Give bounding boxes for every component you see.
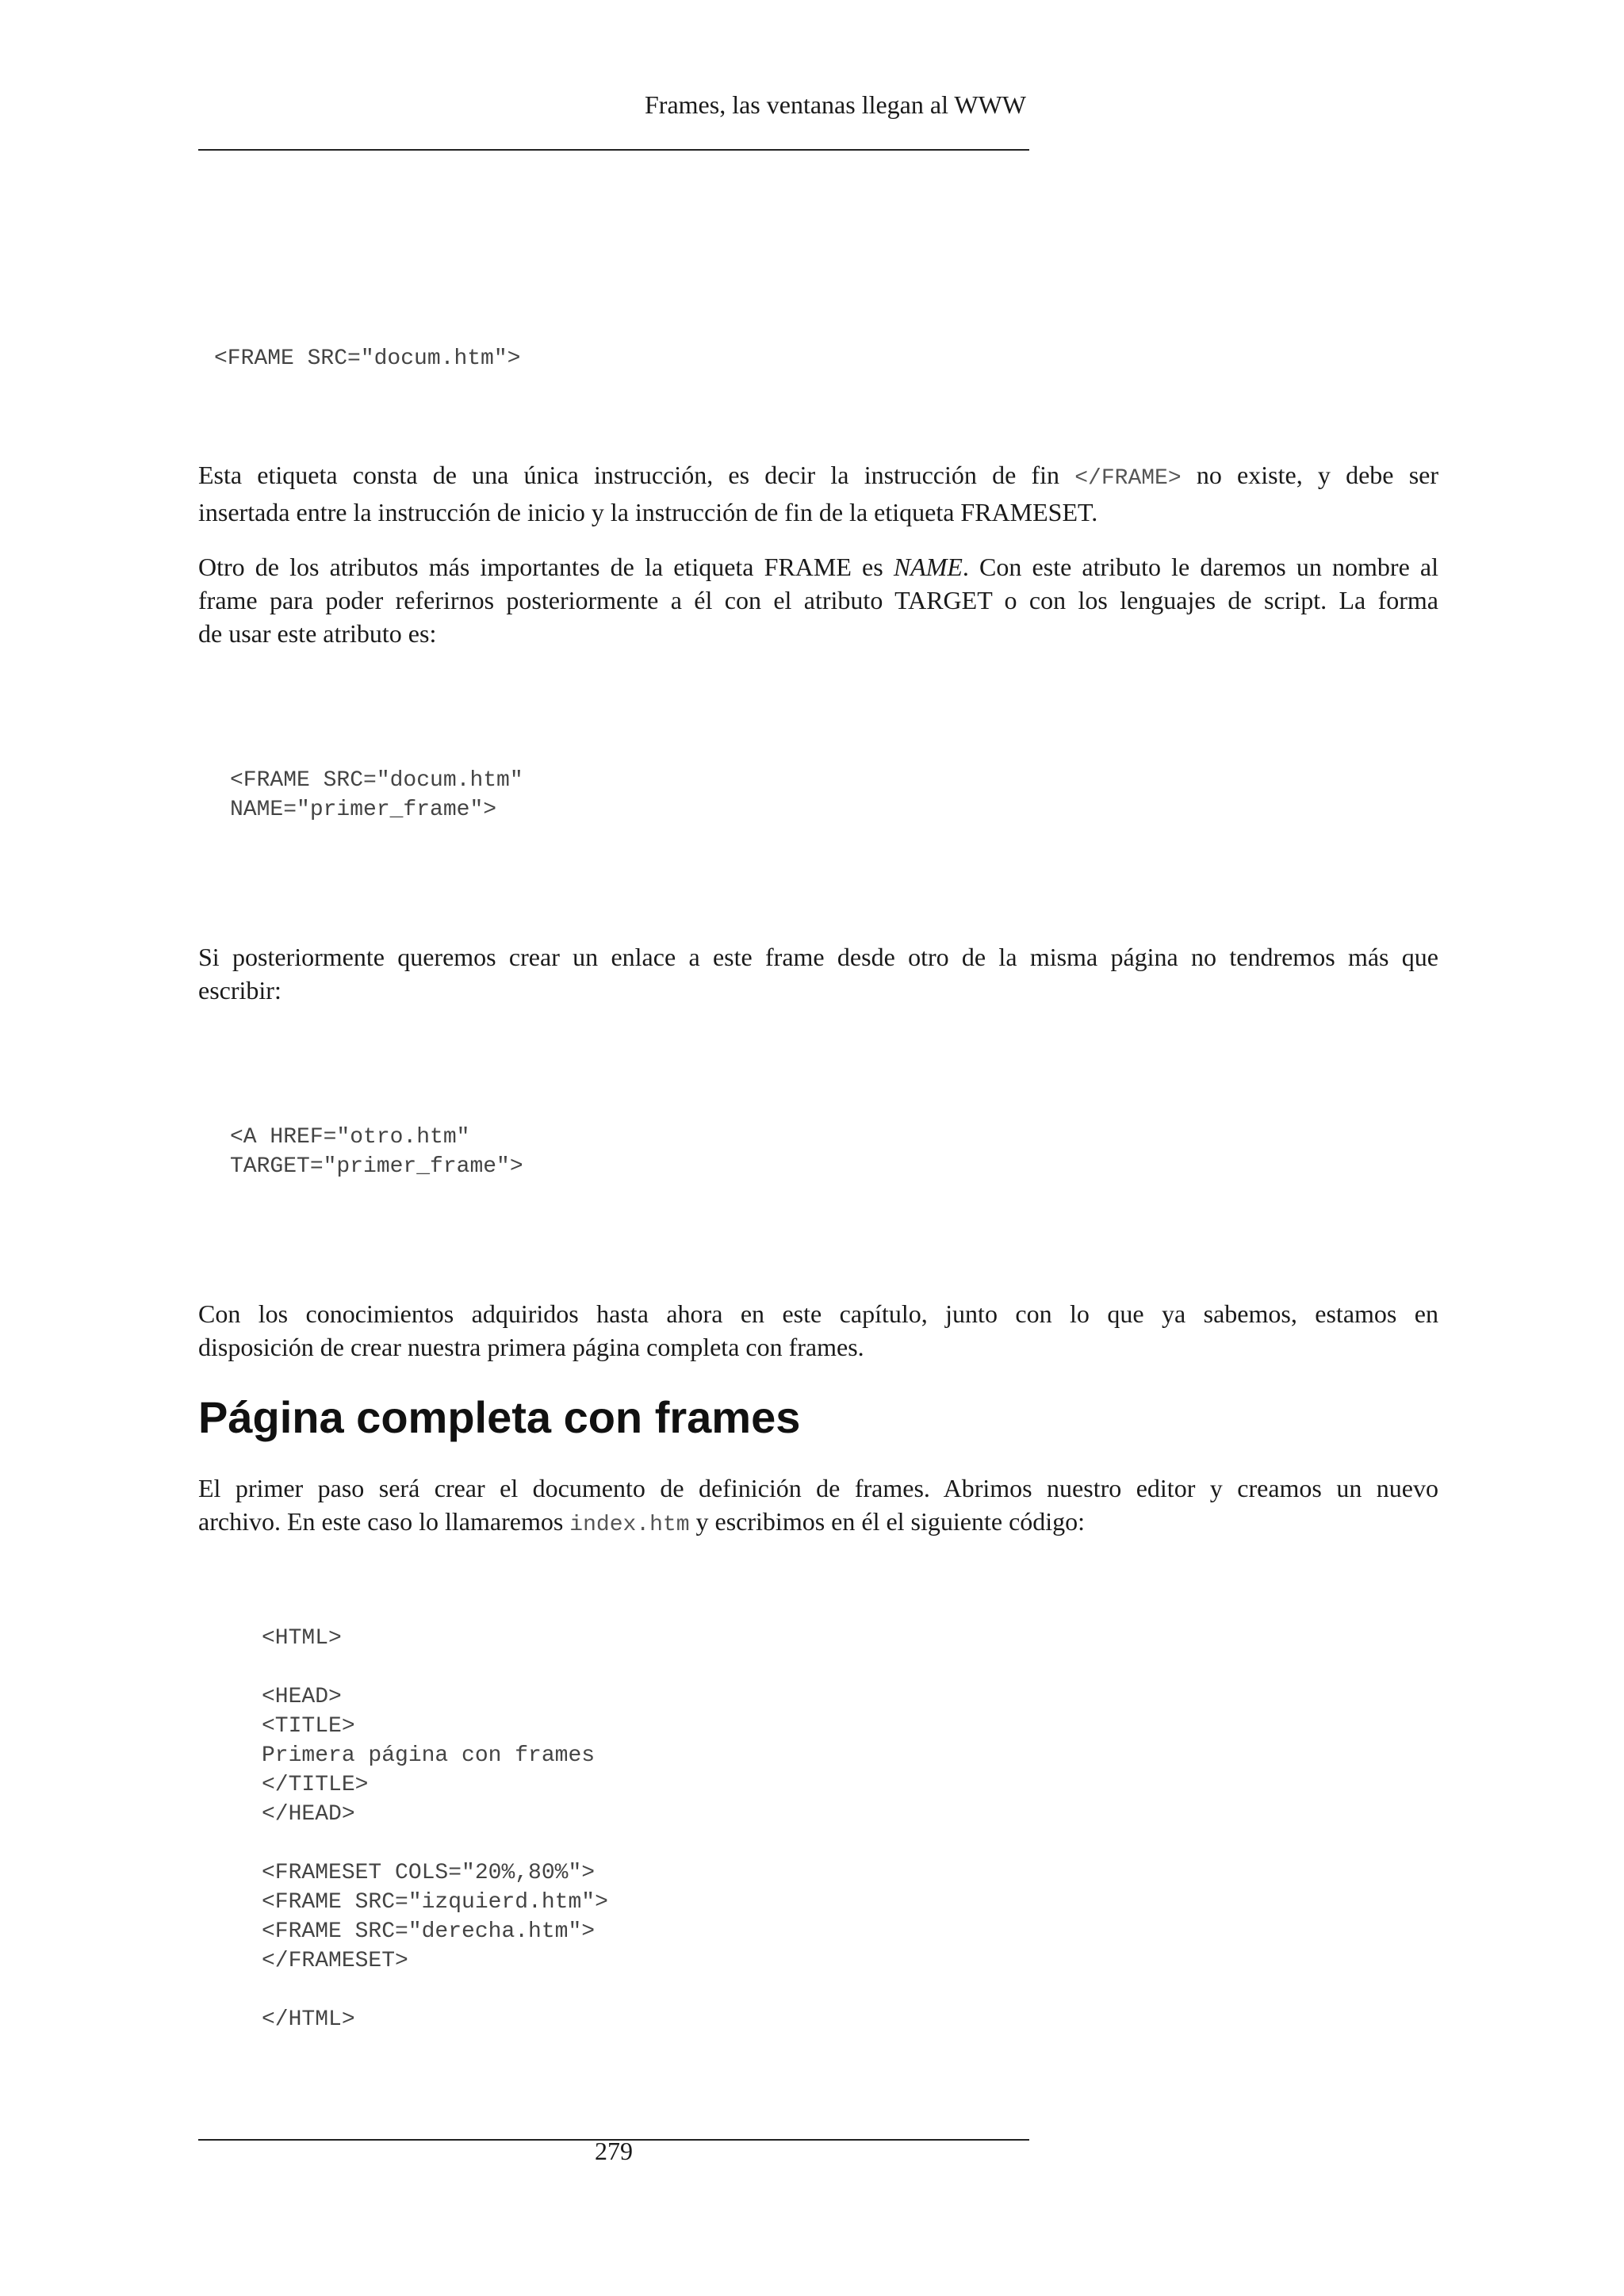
text-line: Esta etiqueta consta de una única instrucción, es decir la instrucción de fin </FRAME> no existe, y debe ser: [198, 461, 1439, 491]
paragraph-knowledge: [198, 1297, 1438, 1364]
code-line: TARGET="primer_frame">: [230, 1154, 523, 1179]
emphasis-name: NAME: [893, 553, 963, 581]
code-line: <A HREF="otro.htm": [230, 1125, 470, 1150]
text-line: archivo. En este caso lo llamaremos index.htm y escribimos en él el siguiente código:: [198, 1507, 1086, 1537]
text-line: Si posteriormente queremos crear un enlace a este frame desde otro de la misma página no tendremos más que: [198, 943, 1438, 971]
text-line: disposición de crear nuestra primera página completa con frames.: [198, 1333, 864, 1361]
code-line: </TITLE>: [262, 1773, 369, 1797]
text-line: insertada entre la instrucción de inicio y la instrucción de fin de la etiqueta FRAMESET.: [198, 498, 1098, 526]
code-line: </HEAD>: [262, 1802, 355, 1827]
page-number: 279: [595, 2137, 633, 2165]
inline-code: </FRAME>: [1074, 466, 1182, 491]
code-block-frame-src: [214, 344, 520, 373]
code-line: [262, 1653, 608, 1682]
code-line: <HEAD>: [262, 1685, 342, 1709]
running-header: Frames, las ventanas llegan al WWW: [644, 90, 1026, 119]
code-line: NAME="primer_frame">: [230, 798, 497, 822]
code-line: <FRAME SRC="docum.htm">: [214, 346, 521, 371]
inline-code: index.htm: [569, 1513, 690, 1537]
code-line: <TITLE>: [262, 1714, 355, 1739]
code-block-frame-name: [230, 766, 523, 825]
text-line: El primer paso será crear el documento de definición de frames. Abrimos nuestro editor y creamos un nuevo: [198, 1474, 1438, 1502]
paragraph-name-attribute: [198, 550, 1438, 650]
text-line: Otro de los atributos más importantes de la etiqueta FRAME es NAME. Con este atributo le daremos un nombre al: [198, 553, 1439, 581]
header-rule: [198, 149, 1029, 151]
code-line: <FRAMESET COLS="20%,80%">: [262, 1861, 596, 1885]
code-line: </HTML>: [262, 2007, 355, 2032]
paragraph-first-step: [198, 1471, 1438, 1542]
code-line: <FRAME SRC="derecha.htm">: [262, 1919, 596, 1944]
text-line: frame para poder referirnos posteriormente a él con el atributo TARGET o con los lenguajes de script. La forma: [198, 586, 1438, 614]
code-line: Primera página con frames: [262, 1743, 596, 1768]
section-heading: Página completa con frames: [198, 1392, 801, 1442]
code-line: <FRAME SRC="docum.htm": [230, 768, 523, 793]
code-line: </FRAMESET>: [262, 1949, 408, 1973]
code-block-anchor-target: [230, 1123, 523, 1181]
paragraph-frame-tag: [198, 458, 1438, 529]
text-line: Con los conocimientos adquiridos hasta ahora en este capítulo, junto con lo que ya sabemos, estamos en: [198, 1299, 1438, 1328]
text-line: escribir:: [198, 976, 282, 1004]
code-block-index-htm: [262, 1624, 608, 2034]
code-line: <HTML>: [262, 1626, 342, 1651]
text-line: de usar este atributo es:: [198, 619, 437, 648]
code-line: [262, 1976, 608, 2005]
code-line: [262, 1829, 608, 1858]
paragraph-link-to-frame: [198, 940, 1438, 1007]
code-line: <FRAME SRC="izquierd.htm">: [262, 1890, 608, 1915]
